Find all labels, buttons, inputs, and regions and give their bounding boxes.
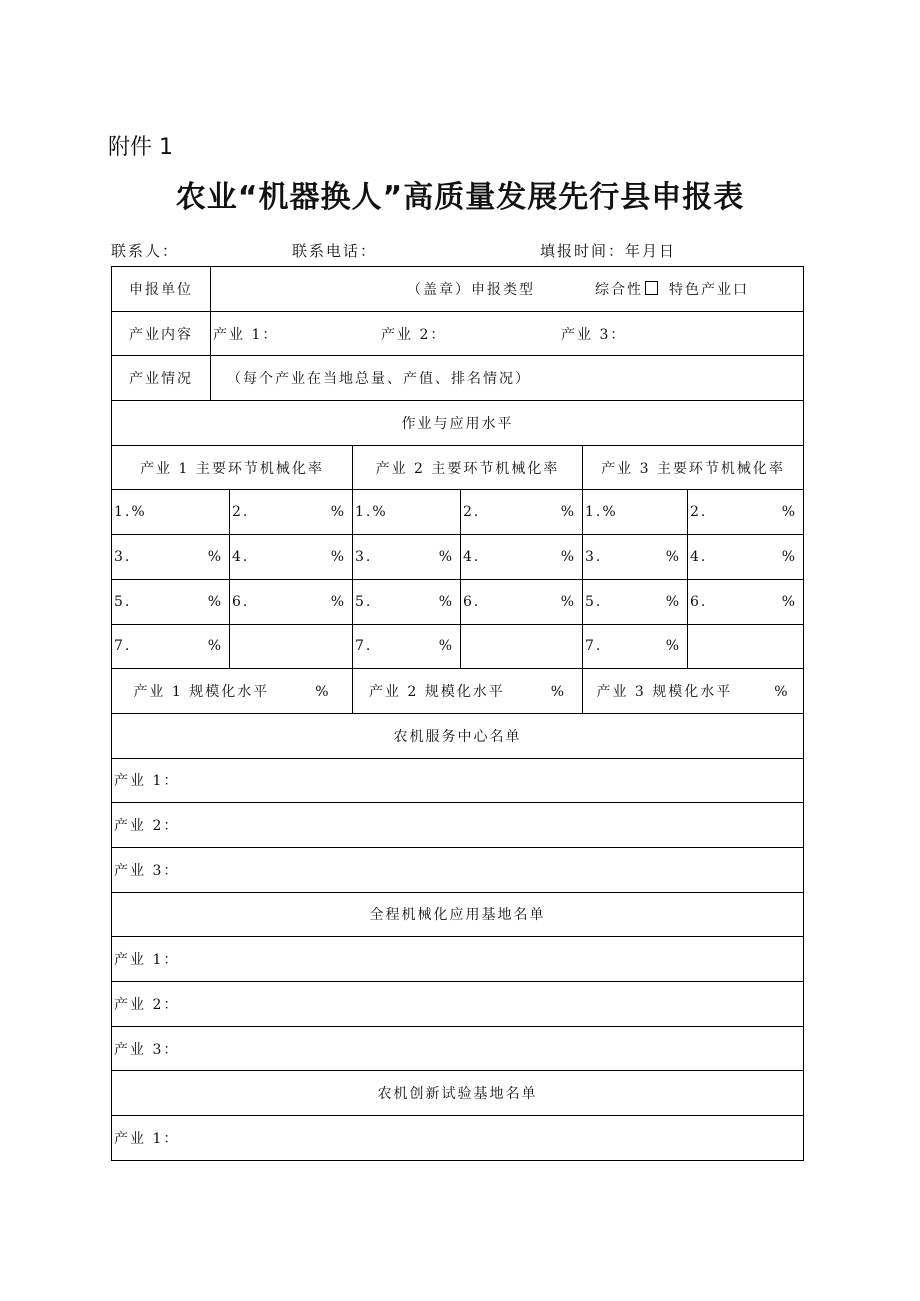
rate-cell[interactable]	[353, 579, 461, 624]
rate-label: 1.%	[114, 504, 147, 521]
rate-cell[interactable]	[688, 535, 804, 580]
rate-label: 5.	[114, 593, 132, 610]
rate-cell[interactable]	[230, 579, 353, 624]
applicant-unit-label: 申报单位	[112, 267, 211, 312]
rate-cell[interactable]	[688, 579, 804, 624]
rate-cell[interactable]	[353, 490, 461, 535]
innovation-base-header-row	[112, 1071, 804, 1116]
percent-sign: %	[330, 504, 346, 521]
rate-cell-empty[interactable]	[688, 624, 804, 669]
rate-label: 3.	[355, 548, 373, 565]
rate-cell[interactable]	[583, 579, 688, 624]
rate-label: 4.	[463, 548, 481, 565]
service-center-industry-1-field[interactable]	[112, 758, 804, 803]
percent-sign: %	[665, 593, 681, 610]
full-mech-base-header: 全程机械化应用基地名单	[112, 892, 804, 937]
service-center-header-row	[112, 713, 804, 758]
full-mech-base-industry-1-row	[112, 937, 804, 982]
application-form-table	[111, 266, 804, 1161]
rate-cell[interactable]	[230, 535, 353, 580]
applicant-unit-field[interactable]	[211, 267, 804, 312]
industry-2-rate-header: 产业 2 主要环节机械化率	[353, 445, 583, 490]
service-center-header: 农机服务中心名单	[112, 713, 804, 758]
rate-cell[interactable]	[583, 490, 688, 535]
rate-cell[interactable]	[583, 624, 688, 669]
rate-label: 1.%	[355, 504, 388, 521]
percent-sign: %	[550, 684, 567, 701]
content-industry-2: 产业 2：	[381, 326, 447, 343]
industry-content-label: 产业内容	[112, 311, 211, 356]
industry-label: 产业 1：	[114, 773, 180, 790]
rate-row-4	[112, 624, 804, 669]
service-center-industry-3-field[interactable]	[112, 847, 804, 892]
rate-cell[interactable]	[112, 535, 230, 580]
industry-situation-row	[112, 356, 804, 401]
industry-content-field[interactable]	[211, 311, 804, 356]
rate-label: 6.	[690, 593, 708, 610]
percent-sign: %	[560, 504, 576, 521]
industry-1-scale-cell[interactable]	[112, 669, 353, 714]
industry-label: 产业 2：	[114, 818, 180, 835]
industry-3-rate-header: 产业 3 主要环节机械化率	[583, 445, 804, 490]
rate-row-3	[112, 579, 804, 624]
service-center-industry-2-row	[112, 803, 804, 848]
scale-level-row	[112, 669, 804, 714]
industry-situation-hint: （每个产业在当地总量、产值、排名情况）	[227, 371, 531, 388]
industry-2-scale-cell[interactable]	[353, 669, 583, 714]
percent-sign: %	[560, 593, 576, 610]
industry-3-scale-cell[interactable]	[583, 669, 804, 714]
rate-label: 2.	[690, 504, 708, 521]
rate-cell-empty[interactable]	[230, 624, 353, 669]
full-mech-base-industry-1-field[interactable]	[112, 937, 804, 982]
innovation-base-industry-1-row	[112, 1116, 804, 1161]
rate-cell-empty[interactable]	[461, 624, 583, 669]
full-mech-base-header-row	[112, 892, 804, 937]
percent-sign: %	[560, 548, 576, 565]
rate-cell[interactable]	[461, 490, 583, 535]
rate-cell[interactable]	[461, 535, 583, 580]
percent-sign: %	[438, 548, 454, 565]
percent-sign: %	[665, 548, 681, 565]
rate-label: 7.	[114, 638, 132, 655]
rate-label: 2.	[232, 504, 250, 521]
industry-situation-label: 产业情况	[112, 356, 211, 401]
service-center-industry-1-row	[112, 758, 804, 803]
fill-date-label: 填报时间：年月日	[540, 242, 677, 260]
rate-cell[interactable]	[112, 624, 230, 669]
type-special-industry-label: 特色产业口	[669, 281, 749, 298]
rate-label: 5.	[585, 593, 603, 610]
rate-row-1	[112, 490, 804, 535]
industry-label: 产业 1：	[114, 952, 180, 969]
rate-label: 6.	[232, 593, 250, 610]
rate-label: 1.%	[585, 504, 618, 521]
rate-cell[interactable]	[353, 624, 461, 669]
percent-sign: %	[665, 638, 681, 655]
rate-cell[interactable]	[583, 535, 688, 580]
percent-sign: %	[438, 638, 454, 655]
level-header-row	[112, 401, 804, 446]
content-industry-3: 产业 3：	[561, 326, 627, 343]
industry-label: 产业 1：	[114, 1131, 180, 1148]
rate-label: 6.	[463, 593, 481, 610]
percent-sign: %	[207, 548, 223, 565]
percent-sign: %	[781, 504, 798, 521]
rate-cell[interactable]	[688, 490, 804, 535]
percent-sign: %	[330, 548, 346, 565]
full-mech-base-industry-2-row	[112, 982, 804, 1027]
percent-sign: %	[207, 638, 223, 655]
page-title: 农业“机器换人”高质量发展先行县申报表	[175, 180, 745, 215]
percent-sign: %	[330, 593, 346, 610]
type-comprehensive-checkbox[interactable]	[645, 281, 658, 295]
rate-label: 5.	[355, 593, 373, 610]
type-comprehensive-label: 综合性	[595, 281, 643, 298]
rate-label: 2.	[463, 504, 481, 521]
attachment-label: 附件 1	[108, 135, 173, 160]
applicant-row	[112, 267, 804, 312]
rate-label: 7.	[585, 638, 603, 655]
rate-label: 4.	[690, 548, 708, 565]
industry-label: 产业 3：	[114, 862, 180, 879]
operation-application-level-header: 作业与应用水平	[112, 401, 804, 446]
seal-and-type-label: （盖章）申报类型	[407, 281, 535, 298]
industry-label: 产业 2：	[114, 996, 180, 1013]
industry-label: 产业 3：	[114, 1041, 180, 1058]
contact-phone-label: 联系电话：	[292, 242, 378, 260]
percent-sign: %	[781, 593, 798, 610]
industry-situation-field[interactable]	[211, 356, 804, 401]
rate-cell[interactable]	[112, 579, 230, 624]
percent-sign: %	[774, 684, 790, 701]
content-industry-1: 产业 1：	[213, 326, 279, 343]
percent-sign: %	[438, 593, 454, 610]
full-mech-base-industry-2-field[interactable]	[112, 982, 804, 1027]
rate-cell[interactable]	[112, 490, 230, 535]
rate-cell[interactable]	[230, 490, 353, 535]
rate-row-2	[112, 535, 804, 580]
rate-label: 7.	[355, 638, 373, 655]
service-center-industry-2-field[interactable]	[112, 803, 804, 848]
full-mech-base-industry-3-row	[112, 1026, 804, 1071]
rate-label: 4.	[232, 548, 250, 565]
industry-1-scale-label: 产业 1 规模化水平	[133, 684, 270, 701]
industry-content-row	[112, 311, 804, 356]
full-mech-base-industry-3-field[interactable]	[112, 1026, 804, 1071]
contact-person-label: 联系人：	[111, 242, 180, 260]
innovation-base-header: 农机创新试验基地名单	[112, 1071, 804, 1116]
rate-cell[interactable]	[461, 579, 583, 624]
service-center-industry-3-row	[112, 847, 804, 892]
innovation-base-industry-1-field[interactable]	[112, 1116, 804, 1161]
industry-3-scale-label: 产业 3 规模化水平	[596, 684, 733, 701]
rate-label: 3.	[585, 548, 603, 565]
industry-2-scale-label: 产业 2 规模化水平	[368, 684, 505, 701]
mechanization-rate-header-row	[112, 445, 804, 490]
rate-label: 3.	[114, 548, 132, 565]
percent-sign: %	[781, 548, 798, 565]
rate-cell[interactable]	[353, 535, 461, 580]
industry-1-rate-header: 产业 1 主要环节机械化率	[112, 445, 353, 490]
percent-sign: %	[207, 593, 223, 610]
percent-sign: %	[315, 684, 331, 701]
